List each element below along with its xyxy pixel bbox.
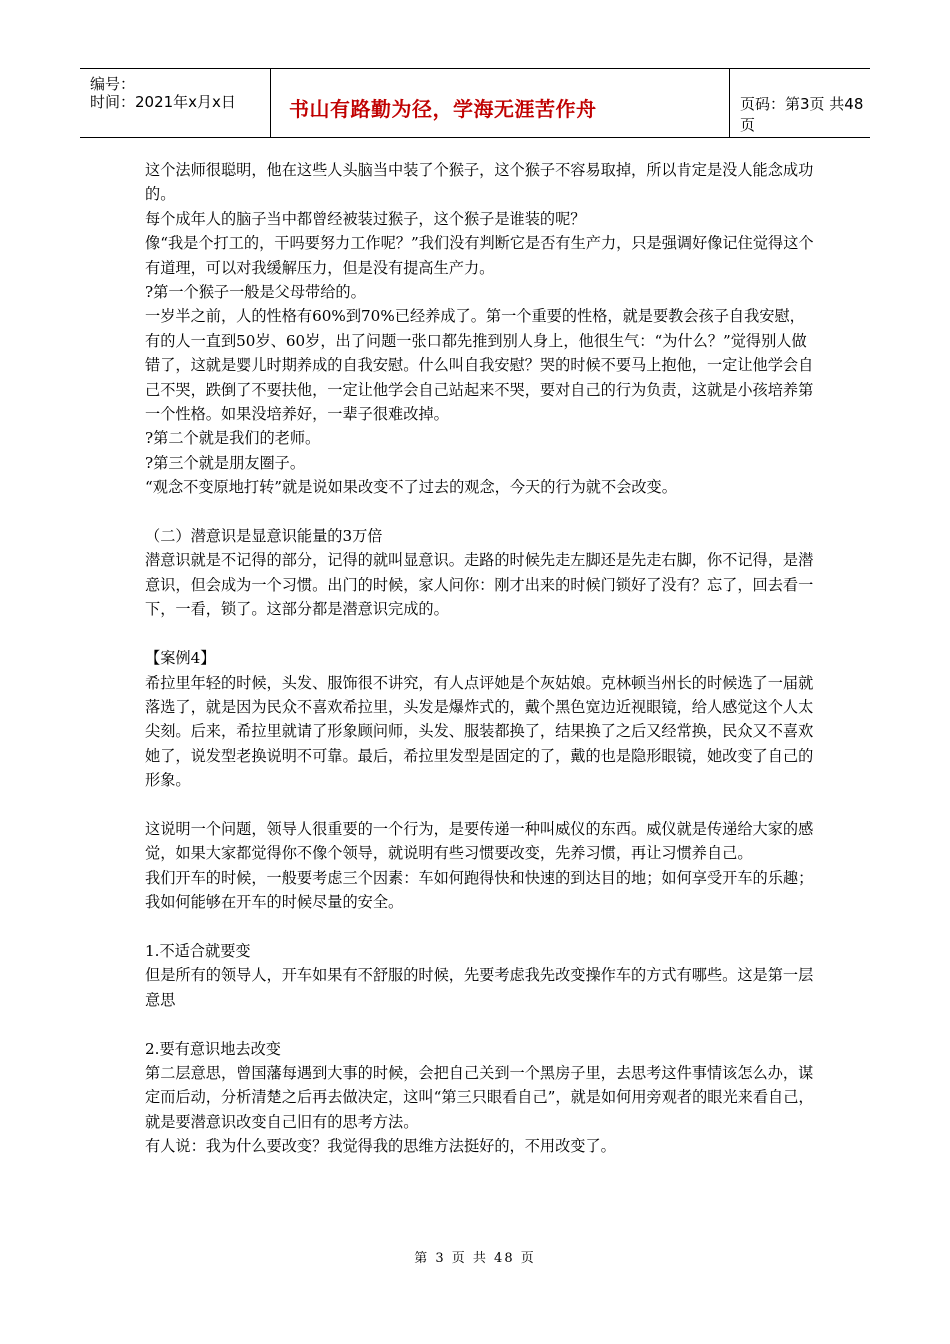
body-paragraph: ?第一个猴子一般是父母带给的。 [145,283,366,302]
header-slogan: 书山有路勤为径，学海无涯苦作舟 [289,97,597,121]
header-page-info: 页码：第3页 共48页 [740,95,864,134]
body-paragraph: （二）潜意识是显意识能量的3万倍 [145,527,383,546]
body-paragraph: 这个法师很聪明，他在这些人头脑当中装了个猴子，这个猴子不容易取掉，所以肯定是没人能念成功的。 [145,161,814,204]
paragraph-spacer [145,915,815,939]
body-paragraph: “观念不变原地打转”就是说如果改变不了过去的观念，今天的行为就不会改变。 [145,478,677,497]
header-slogan-cell [270,69,730,137]
body-paragraph: 我们开车的时候，一般要考虑三个因素：车如何跑得快和快速的到达目的地；如何享受开车的乐趣；我如何能够在开车的时候尽量的安全。 [145,868,814,912]
body-paragraph: 但是所有的领导人，开车如果有不舒服的时候，先要考虑我先改变操作车的方式有哪些。这是第一层意思 [145,966,814,1009]
body-paragraph: ?第三个就是朋友圈子。 [145,453,306,472]
body-paragraph: 有人说：我为什么要改变？我觉得我的思维方法挺好的，不用改变了。 [145,1137,616,1156]
body-paragraph: 每个成年人的脑子当中都曾经被装过猴子，这个猴子是谁装的呢？ [145,209,586,228]
document-time-label: 时间：2021年x月x日 [90,93,236,111]
paragraph-spacer [145,622,815,646]
body-paragraph: 这说明一个问题，领导人很重要的一个行为，是要传递一种叫威仪的东西。威仪就是传递给大家的感觉，如果大家都觉得你不像个领导，就说明有些习惯要改变，先养习惯，再让习惯养自己。 [145,819,814,863]
page-footer: 第 3 页 共 48 页 [414,1251,536,1266]
body-paragraph: 2.要有意识地去改变 [145,1039,281,1058]
body-paragraph: 一岁半之前，人的性格有60%到70%已经养成了。第一个重要的性格，就是要教会孩子自我安慰，有的人一直到50岁、60岁，出了问题一张口都先推到别人身上，他很生气：“为什么？”觉得别人做错了，这就是婴儿时期养成的自我安慰。什么叫自我安慰？哭的时候不要马上抱他，一定让他学会自己不哭，跌倒了不要扶他，一定让他学会自己站起来不哭，要对自己的行为负责，这就是小孩培养第一个性格。如果没培养好，一辈子很难改掉。 [145,307,814,424]
body-paragraph: 【案例4】 [145,649,216,668]
document-number-label: 编号： [90,75,136,93]
paragraph-spacer [145,793,815,817]
body-paragraph: 1.不适合就要变 [145,941,251,960]
paragraph-spacer [145,500,815,524]
body-paragraph: 希拉里年轻的时候，头发、服饰很不讲究，有人点评她是个灰姑娘。克林顿当州长的时候选了一届就落选了，就是因为民众不喜欢希拉里，头发是爆炸式的，戴个黑色宽边近视眼镜，给人感觉这个人太尖刻。后来，希拉里就请了形象顾问师，头发、服装都换了，结果换了之后又经常换，民众又不喜欢她了，说发型老换说明不可靠。最后，希拉里发型是固定的了，戴的也是隐形眼镜，她改变了自己的形象。 [145,673,814,790]
body-paragraph: 像“我是个打工的，干吗要努力工作呢？”我们没有判断它是否有生产力，只是强调好像记住觉得这个有道理，可以对我缓解压力，但是没有提高生产力。 [145,234,814,277]
header-meta [80,69,270,137]
document-body [145,158,815,1159]
body-paragraph: 潜意识就是不记得的部分，记得的就叫显意识。走路的时候先走左脚还是先走右脚，你不记得，是潜意识，但会成为一个习惯。出门的时候，家人问你：刚才出来的时候门锁好了没有？忘了，回去看一下，一看，锁了。这部分都是潜意识完成的。 [145,551,814,619]
body-paragraph: ?第二个就是我们的老师。 [145,429,321,448]
page-header [80,68,870,138]
paragraph-spacer [145,1012,815,1036]
body-paragraph: 第二层意思，曾国藩每遇到大事的时候，会把自己关到一个黑房子里，去思考这件事情该怎么办，谋定而后动，分析清楚之后再去做决定，这叫“第三只眼看自己”，就是如何用旁观者的眼光来看自己，就是要潜意识改变自己旧有的思考方法。 [145,1063,814,1131]
